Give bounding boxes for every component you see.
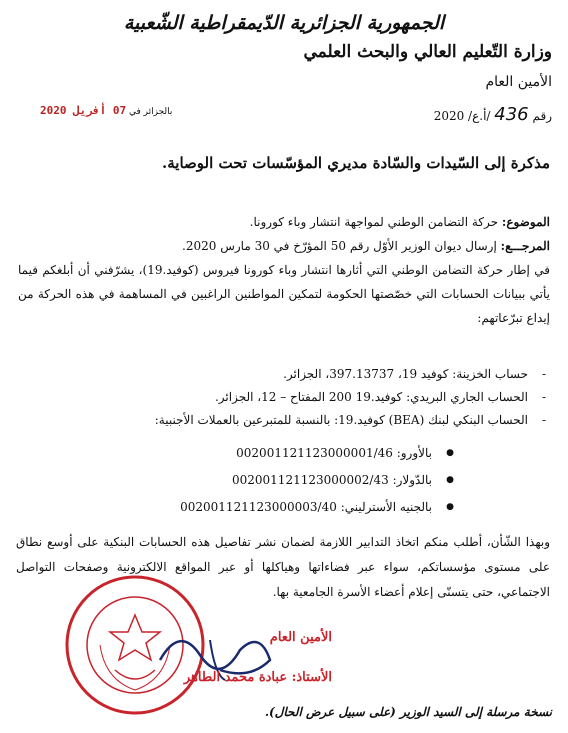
secretary-general-label: الأمين العام [485, 74, 552, 90]
reference-number-line [434, 104, 552, 125]
subject-line [30, 215, 550, 229]
signer-title: الأمين العام [269, 630, 332, 645]
republic-heading: الجمهورية الجزائرية الدّيمقراطية الشّعبية [123, 12, 445, 34]
subject-text: حركة التضامن الوطني لمواجهة انتشار وباء كورونا. [249, 215, 499, 229]
reference-label: المرجـــع: [500, 239, 550, 253]
list-item: ● بالجنيه الأسترليني: 002001121123000003/40 [30, 494, 550, 521]
list-item: - حساب الخزينة: كوفيد 19، 397.13737، الجزائر. [30, 363, 550, 386]
memo-title: مذكرة إلى السّيدات والسّادة مديري المؤسّسات تحت الوصاية. [162, 154, 550, 172]
list-item: ● بالأورو: 002001121123000001/46 [30, 440, 550, 467]
accounts-list [30, 363, 550, 432]
reference-text: إرسال ديوان الوزير الأوّل رقم 50 المؤرّخ في 30 مارس 2020. [182, 239, 497, 253]
intro-paragraph: في إطار حركة التضامن الوطني التي أثارها انتشار وباء كورونا فيروس (كوفيد.19)، يشرّفني أن أبلغكم فيما يأتي ببيانات الحسابات التي خصّصتها الحكومة لتمكين المواطنين الراغبين في المساهمة في هذه الحركة من إيداع تبرّعاتهم: [18, 263, 550, 325]
subject-label: الموضوع: [501, 215, 550, 229]
closing-paragraph: وبهذا الشّأن، أطلب منكم اتخاذ التدابير اللازمة لضمان نشر تفاصيل هذه الحسابات البنكية على أوسع نطاق على مستوى مؤسساتكم، سواء عبر فضاءاتها وهياكلها أو عبر المواقع الالكترونية وصفحات التواصل الاجتماعي، حتى يتسنّى إعلام أعضاء الأسرة الجامعية بها. [16, 535, 550, 599]
ref-label: رقم [532, 109, 552, 123]
city-date-label: بالجزائر في [128, 107, 173, 117]
list-item: - الحساب البنكي لبنك (BEA) كوفيد.19: بالنسبة للمتبرعين بالعملات الأجنبية: [30, 409, 550, 432]
reference-line [30, 239, 550, 253]
date-line [40, 104, 172, 117]
foreign-accounts-list [30, 440, 550, 521]
ministry-name: وزارة التّعليم العالي والبحث العلمي [303, 42, 552, 62]
list-item: ● بالدّولار: 002001121123000002/43 [30, 467, 550, 494]
ref-number: 436 [494, 104, 529, 125]
list-item: - الحساب الجاري البريدي: كوفيد.19 200 المفتاح – 12، الجزائر. [30, 386, 550, 409]
date-stamp: 07 أفريل 2020 [40, 104, 127, 117]
copy-note: نسخة مرسلة إلى السيد الوزير (على سبيل عرض الحال). [264, 705, 552, 719]
ref-suffix: /أ.ع/ 2020 [433, 109, 491, 123]
signer-name: الأستاذ: عبادة محمد الطاهر [183, 670, 332, 685]
